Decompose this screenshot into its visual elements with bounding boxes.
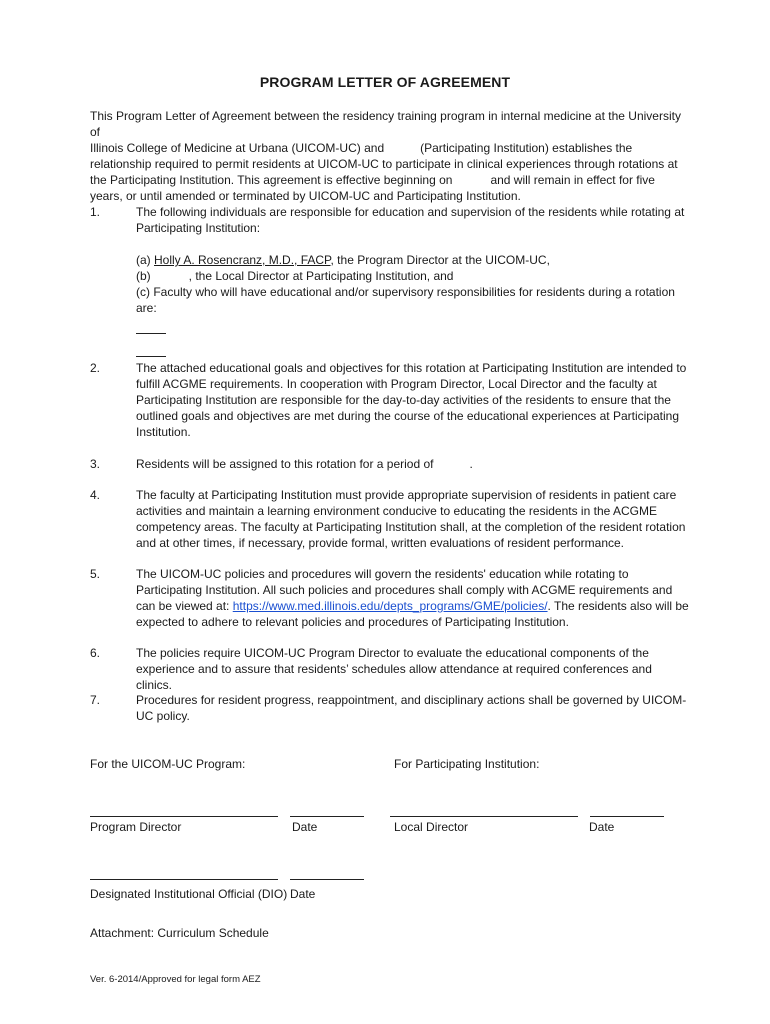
date-line[interactable] bbox=[290, 879, 364, 880]
sub-item-c: (c) Faculty who will have educational and/or supervisory responsibilities for residents during a rotation are: bbox=[136, 285, 675, 315]
for-institution-label: For Participating Institution: bbox=[394, 757, 540, 771]
sub-item-b bbox=[136, 268, 690, 284]
date-label: Date bbox=[290, 887, 316, 901]
intro-text: and will remain in effect for five bbox=[490, 173, 655, 187]
intro-line bbox=[90, 140, 690, 156]
item-number: 2. bbox=[90, 361, 101, 375]
intro-paragraph bbox=[90, 108, 690, 204]
local-director-signature-line[interactable] bbox=[390, 816, 578, 817]
program-director-name: Holly A. Rosencranz, M.D., FACP bbox=[154, 253, 331, 267]
item-number: 6. bbox=[90, 646, 101, 660]
program-director-label: Program Director bbox=[90, 820, 182, 834]
faculty-blank-line bbox=[136, 322, 166, 334]
intro-line bbox=[90, 172, 690, 188]
item-number: 3. bbox=[90, 457, 101, 471]
item-number: 7. bbox=[90, 693, 101, 707]
version-footer: Ver. 6-2014/Approved for legal form AEZ bbox=[90, 974, 261, 985]
attachment-note: Attachment: Curriculum Schedule bbox=[90, 926, 269, 940]
date-label: Date bbox=[292, 820, 318, 834]
program-director-signature-line[interactable] bbox=[90, 816, 278, 817]
sub-item-text: , the Local Director at Participating Institution, and bbox=[188, 269, 454, 283]
item-text: The faculty at Participating Institution must provide appropriate supervision of residents in patient care activities and maintain a learning environment conducive to educating the residents in the ACGME competency areas. The faculty at Participating Institution shall, at the completion of the resident rotation and at other times, if necessary, provide formal, written evaluations of resident performance. bbox=[136, 488, 686, 550]
intro-line: years, or until amended or terminated by UICOM-UC and Participating Institution. bbox=[90, 189, 521, 203]
item-number: 4. bbox=[90, 488, 101, 502]
local-director-label: Local Director bbox=[394, 820, 469, 834]
for-program-label: For the UICOM-UC Program: bbox=[90, 757, 246, 771]
document-title: PROGRAM LETTER OF AGREEMENT bbox=[259, 74, 511, 90]
date-label: Date bbox=[589, 820, 615, 834]
item-number: 5. bbox=[90, 567, 101, 581]
sub-item-label: (a) bbox=[136, 253, 154, 267]
date-line[interactable] bbox=[290, 816, 364, 817]
intro-text: Illinois College of Medicine at Urbana (UICOM-UC) and bbox=[90, 141, 385, 155]
item-text: The policies require UICOM-UC Program Director to evaluate the educational components of the experience and to assure that residents’ schedules allow attendance at required conferences and clinics. bbox=[136, 646, 652, 692]
sub-item-a bbox=[136, 252, 690, 268]
dio-label: Designated Institutional Official (DIO) bbox=[90, 887, 288, 901]
faculty-blank-line bbox=[136, 345, 166, 357]
intro-line: relationship required to permit residents at UICOM-UC to participate in clinical experiences through rotations at bbox=[90, 157, 678, 171]
policies-link[interactable]: https://www.med.illinois.edu/depts_programs/GME/policies/ bbox=[232, 599, 548, 613]
item-number: 1. bbox=[90, 205, 101, 219]
item-text: The attached educational goals and objectives for this rotation at Participating Institution are intended to fulfill ACGME requirements. In cooperation with Program Director, Local Director and the faculty at Participating Institution are responsible for the day-to-day activities of the residents to ensure that the outlined goals and objectives are met during the course of the educational experiences at Participating Institution. bbox=[136, 361, 687, 439]
item-text: The UICOM-UC policies and procedures will govern the residents' education while rotating to Participating Institution. All such policies and procedures shall comply with ACGME requirements and can be viewed at: bbox=[136, 567, 673, 613]
item-text: Residents will be assigned to this rotation for a period of bbox=[136, 457, 434, 471]
item-text: . The residents also will be expected to adhere to relevant policies and procedures of Participating Institution. bbox=[136, 599, 689, 629]
intro-text: (Participating Institution) establishes the bbox=[420, 141, 633, 155]
item-text: Procedures for resident progress, reappointment, and disciplinary actions shall be governed by UICOM-UC policy. bbox=[136, 693, 687, 723]
dio-signature-line[interactable] bbox=[90, 879, 278, 880]
intro-line: This Program Letter of Agreement between the residency training program in internal medicine at the University of bbox=[90, 109, 681, 139]
intro-text: the Participating Institution. This agreement is effective beginning on bbox=[90, 173, 453, 187]
sub-item-label: (b) bbox=[136, 269, 151, 283]
item-text: The following individuals are responsible for education and supervision of the residents while rotating at Participating Institution: bbox=[136, 205, 685, 235]
sub-item-text: , the Program Director at the UICOM-UC, bbox=[330, 253, 550, 267]
item-text-end: . bbox=[469, 457, 473, 471]
date-line[interactable] bbox=[590, 816, 664, 817]
